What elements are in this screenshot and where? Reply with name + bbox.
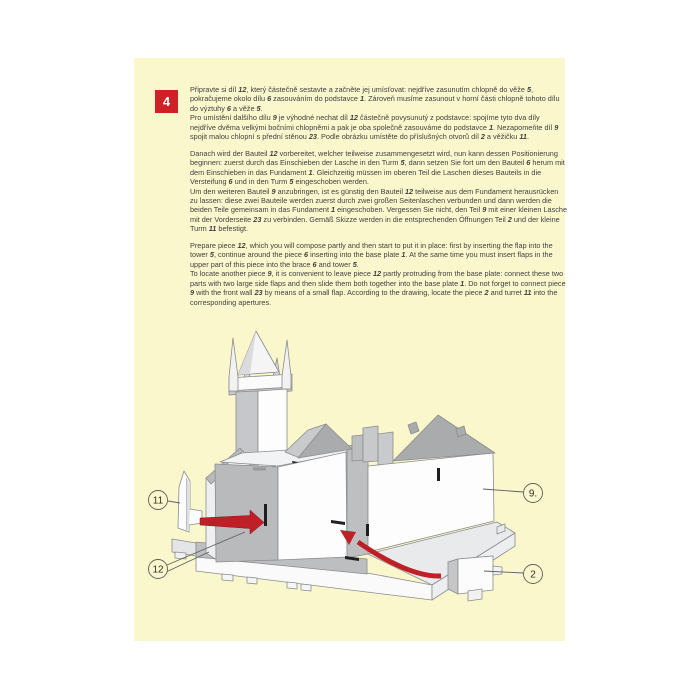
callout-number-2: 2 (530, 569, 536, 581)
front-wall-white-panel (278, 452, 347, 560)
cube-piece-2 (448, 556, 502, 601)
middle-block-1 (352, 435, 363, 461)
turret-piece-11 (178, 471, 202, 532)
wall-name-plate (253, 468, 266, 471)
callout-number-9: 9. (528, 488, 538, 500)
base-tab-1 (222, 574, 233, 581)
turret-aperture-slot (264, 504, 267, 526)
paragraph-english: Prepare piece 12, which you will compose partly and then start to put it in place: first by inserting the flap into the tower 5, continue around the piece 6 inserting into the base plate 1. At the same time you must insert flaps in the upper part of this piece into the brace 6 and tower 5. To locate another piece 9, it is convenient to leave piece 12 partly protruding from the base plate: connect these two parts with two large side flaps and then slide them both together into the base plate 1. Do not forget to connect piece 9 with the front wall 23 by means of a small flap. According to the drawing, locate the piece 2 and turret 11 into the corresponding apertures. (190, 240, 566, 307)
right-wall-slot (437, 468, 440, 481)
step-number: 4 (162, 94, 171, 109)
callout-number-12: 12 (152, 564, 164, 576)
piece2-right-tab (493, 566, 502, 575)
roof-chimney-left (408, 422, 419, 434)
building-left-section (206, 446, 350, 562)
piece2-side-face (448, 559, 458, 594)
middle-block-2 (363, 426, 378, 462)
middle-block-3 (378, 432, 393, 466)
leader-line-11 (168, 501, 180, 503)
callout-number-11: 11 (152, 495, 164, 507)
front-pinnacle-left (229, 338, 238, 391)
assembly-diagram (134, 325, 565, 641)
base-tab-4 (301, 584, 311, 591)
paragraph-czech: Připravte si díl 12, který částečně sestavte a začněte jej umísťovat: nejdříve zasunutím chlopně do věže 5, pokračujeme okolo dílu 6 zasouváním do podstavce 1. Zároveň musíme zasunout v horní části chlopně tohoto dílu do výztuhy 6 a věže 5. Pro umístění dalšího dílu 9 je výhodné nechat díl 12 částečně povysunutý z podstavce: spojíme tyto dva díly nejdříve dvěma velkými bočními chlopněmi a pak je oba společně zasouváme do podstavce 1. Nezapomeňte díl 9 spojit malou chlopní s přední stěnou 23. Podle obrázku umístěte do příslušných otvorů díl 2 a věžičku 11. (190, 85, 560, 142)
paragraph-german: Danach wird der Bauteil 12 vorbereitet, welcher teilweise zusammengesetzt wird, nun kann dessen Positionierung beginnen: zuerst durch das Einschieben der Lasche in den Turm 5, dann setzen Sie fort um den Bauteil 6 herum mit dem Einschieben in das Fundament 1. Gleichzeitig müssen im oberen Teil die Laschen dieses Bauteils in die Versteifung 6 und in den Turm 5 eingeschoben werden. Um den weiteren Bauteil 9 anzubringen, ist es günstig den Bauteil 12 teilweise aus dem Fundament herausrücken zu lassen: diese zwei Bauteile werden zuerst durch zwei großen Seitenlaschen verbunden und dann werden die beiden Teile gemeinsam in das Fundament 1 eingeschoben. Vergessen Sie nicht, den Teil 9 mit einer kleinen Lasche mit der Vorderseite 23 zu verbinden. Gemäß Skizze werden in die entsprechenden Öffnungen Teil 2 und der kleine Turm 11 befestigt. (190, 148, 567, 234)
front-pinnacle-right (282, 340, 291, 389)
right-gable-roof (393, 415, 495, 461)
piece2-front-face (458, 556, 493, 594)
base-tab-2 (247, 577, 257, 584)
base-tab-3 (287, 582, 297, 589)
instruction-page (134, 58, 565, 641)
strip-flap-slot (366, 524, 369, 536)
instruction-text-block (190, 85, 567, 314)
step-number-badge (155, 90, 178, 113)
piece2-bottom-tab (468, 589, 482, 601)
front-wall-shaded-panel (215, 464, 278, 562)
callout-turret-11 (149, 491, 181, 510)
